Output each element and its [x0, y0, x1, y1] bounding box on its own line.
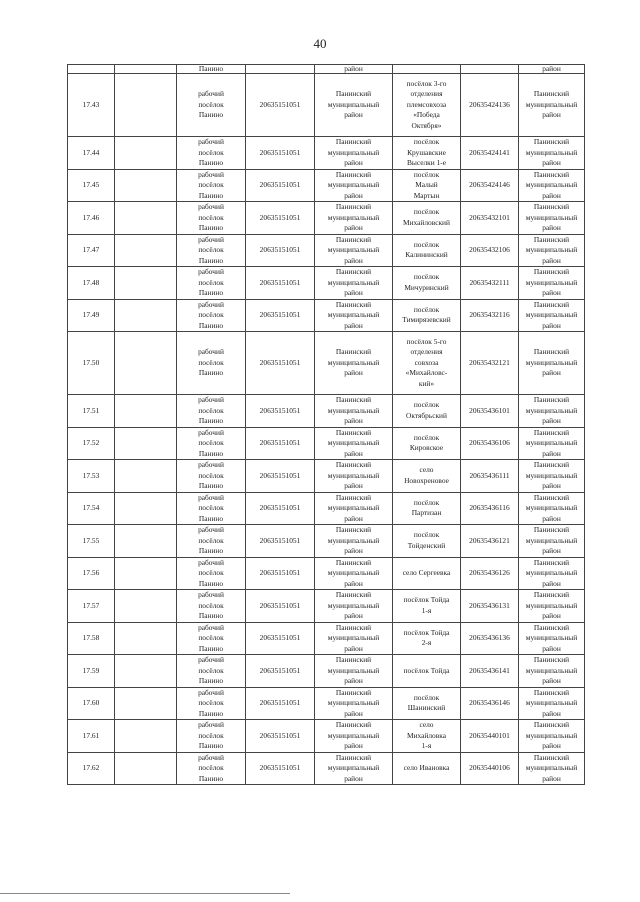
- sub-cell: [115, 427, 177, 460]
- settlement-cell: рабочий посёлок Панино: [177, 622, 246, 655]
- district-cell: Панинский муниципальный район: [315, 525, 393, 558]
- sub-cell: [115, 622, 177, 655]
- table-row: [68, 655, 585, 688]
- locality-code-cell: 20635432106: [461, 234, 519, 267]
- table-row: [68, 720, 585, 753]
- table-row: [68, 687, 585, 720]
- settlement-code-cell: 20635151051: [246, 74, 315, 137]
- locality-district-cell: Панинский муниципальный район: [519, 622, 585, 655]
- table-row: [68, 752, 585, 785]
- locality-cell: посёлок Тойда 1-я: [393, 590, 461, 623]
- settlement-code-cell: 20635151051: [246, 169, 315, 202]
- settlement-cell: рабочий посёлок Панино: [177, 74, 246, 137]
- locality-code-cell: 20635424141: [461, 137, 519, 170]
- table-row: [68, 492, 585, 525]
- locality-cell: посёлок Тойда 2-я: [393, 622, 461, 655]
- district-cell: Панинский муниципальный район: [315, 395, 393, 428]
- header-cell: [246, 65, 315, 74]
- locality-district-cell: Панинский муниципальный район: [519, 202, 585, 235]
- locality-code-cell: 20635436146: [461, 687, 519, 720]
- sub-cell: [115, 720, 177, 753]
- locality-cell: посёлок Шанинский: [393, 687, 461, 720]
- settlement-cell: рабочий посёлок Панино: [177, 169, 246, 202]
- table-row: [68, 590, 585, 623]
- settlement-cell: рабочий посёлок Панино: [177, 752, 246, 785]
- settlement-code-cell: 20635151051: [246, 687, 315, 720]
- table-row: [68, 622, 585, 655]
- row-number-cell: 17.44: [68, 137, 115, 170]
- settlement-code-cell: 20635151051: [246, 332, 315, 395]
- table-row: [68, 169, 585, 202]
- settlement-cell: рабочий посёлок Панино: [177, 299, 246, 332]
- locality-district-cell: Панинский муниципальный район: [519, 74, 585, 137]
- settlement-code-cell: 20635151051: [246, 590, 315, 623]
- locality-cell: посёлок Партизан: [393, 492, 461, 525]
- settlement-code-cell: 20635151051: [246, 525, 315, 558]
- settlement-cell: рабочий посёлок Панино: [177, 202, 246, 235]
- header-cell: Панино: [177, 65, 246, 74]
- locality-code-cell: 20635432121: [461, 332, 519, 395]
- settlement-cell: рабочий посёлок Панино: [177, 460, 246, 493]
- locality-cell: село Новохреновое: [393, 460, 461, 493]
- row-number-cell: 17.57: [68, 590, 115, 623]
- settlements-table: [67, 64, 585, 785]
- settlement-code-cell: 20635151051: [246, 460, 315, 493]
- locality-district-cell: Панинский муниципальный район: [519, 299, 585, 332]
- table-row: [68, 267, 585, 300]
- district-cell: Панинский муниципальный район: [315, 137, 393, 170]
- locality-district-cell: Панинский муниципальный район: [519, 655, 585, 688]
- locality-code-cell: 20635440106: [461, 752, 519, 785]
- row-number-cell: 17.45: [68, 169, 115, 202]
- row-number-cell: 17.60: [68, 687, 115, 720]
- header-cell: район: [519, 65, 585, 74]
- header-cell: [68, 65, 115, 74]
- page-number: 40: [313, 36, 327, 51]
- locality-cell: посёлок Тимирязевский: [393, 299, 461, 332]
- locality-district-cell: Панинский муниципальный район: [519, 169, 585, 202]
- locality-cell: посёлок Мичуринский: [393, 267, 461, 300]
- locality-code-cell: 20635436116: [461, 492, 519, 525]
- locality-district-cell: Панинский муниципальный район: [519, 687, 585, 720]
- row-number-cell: 17.52: [68, 427, 115, 460]
- settlement-cell: рабочий посёлок Панино: [177, 332, 246, 395]
- settlement-cell: рабочий посёлок Панино: [177, 557, 246, 590]
- table-row: [68, 137, 585, 170]
- table-body: [68, 65, 585, 785]
- locality-cell: посёлок Крушавские Выселки 1-е: [393, 137, 461, 170]
- locality-cell: село Сергеевка: [393, 557, 461, 590]
- table-header-row: [68, 65, 585, 74]
- settlement-code-cell: 20635151051: [246, 234, 315, 267]
- settlement-code-cell: 20635151051: [246, 752, 315, 785]
- settlement-code-cell: 20635151051: [246, 395, 315, 428]
- table-row: [68, 427, 585, 460]
- table-row: [68, 299, 585, 332]
- locality-district-cell: Панинский муниципальный район: [519, 234, 585, 267]
- settlement-cell: рабочий посёлок Панино: [177, 395, 246, 428]
- locality-code-cell: 20635424146: [461, 169, 519, 202]
- row-number-cell: 17.48: [68, 267, 115, 300]
- header-cell: район: [315, 65, 393, 74]
- sub-cell: [115, 655, 177, 688]
- locality-code-cell: 20635432101: [461, 202, 519, 235]
- table-row: [68, 234, 585, 267]
- header-cell: [393, 65, 461, 74]
- locality-cell: посёлок 3-го отделения племсовхоза «Победа Октября»: [393, 74, 461, 137]
- settlement-cell: рабочий посёлок Панино: [177, 492, 246, 525]
- row-number-cell: 17.61: [68, 720, 115, 753]
- district-cell: Панинский муниципальный район: [315, 299, 393, 332]
- table-row: [68, 395, 585, 428]
- locality-code-cell: 20635436111: [461, 460, 519, 493]
- row-number-cell: 17.43: [68, 74, 115, 137]
- locality-cell: посёлок Тойда: [393, 655, 461, 688]
- settlement-cell: рабочий посёлок Панино: [177, 427, 246, 460]
- locality-district-cell: Панинский муниципальный район: [519, 427, 585, 460]
- sub-cell: [115, 525, 177, 558]
- row-number-cell: 17.53: [68, 460, 115, 493]
- district-cell: Панинский муниципальный район: [315, 202, 393, 235]
- settlement-code-cell: 20635151051: [246, 622, 315, 655]
- table-row: [68, 557, 585, 590]
- sub-cell: [115, 234, 177, 267]
- locality-cell: посёлок Калининский: [393, 234, 461, 267]
- district-cell: Панинский муниципальный район: [315, 234, 393, 267]
- district-cell: Панинский муниципальный район: [315, 720, 393, 753]
- district-cell: Панинский муниципальный район: [315, 332, 393, 395]
- table-row: [68, 332, 585, 395]
- sub-cell: [115, 492, 177, 525]
- footer-divider: [0, 893, 290, 894]
- row-number-cell: 17.56: [68, 557, 115, 590]
- locality-district-cell: Панинский муниципальный район: [519, 752, 585, 785]
- district-cell: Панинский муниципальный район: [315, 557, 393, 590]
- district-cell: Панинский муниципальный район: [315, 427, 393, 460]
- locality-code-cell: 20635436136: [461, 622, 519, 655]
- sub-cell: [115, 332, 177, 395]
- locality-district-cell: Панинский муниципальный район: [519, 460, 585, 493]
- locality-district-cell: Панинский муниципальный район: [519, 267, 585, 300]
- row-number-cell: 17.51: [68, 395, 115, 428]
- locality-code-cell: 20635436101: [461, 395, 519, 428]
- district-cell: Панинский муниципальный район: [315, 169, 393, 202]
- row-number-cell: 17.62: [68, 752, 115, 785]
- locality-code-cell: 20635432111: [461, 267, 519, 300]
- table-row: [68, 202, 585, 235]
- locality-cell: посёлок Михайловский: [393, 202, 461, 235]
- sub-cell: [115, 267, 177, 300]
- sub-cell: [115, 202, 177, 235]
- settlement-cell: рабочий посёлок Панино: [177, 655, 246, 688]
- table-row: [68, 460, 585, 493]
- locality-district-cell: Панинский муниципальный район: [519, 557, 585, 590]
- settlement-code-cell: 20635151051: [246, 427, 315, 460]
- table-row: [68, 74, 585, 137]
- district-cell: Панинский муниципальный район: [315, 622, 393, 655]
- district-cell: Панинский муниципальный район: [315, 590, 393, 623]
- locality-cell: село Ивановка: [393, 752, 461, 785]
- row-number-cell: 17.46: [68, 202, 115, 235]
- sub-cell: [115, 74, 177, 137]
- row-number-cell: 17.54: [68, 492, 115, 525]
- district-cell: Панинский муниципальный район: [315, 460, 393, 493]
- district-cell: Панинский муниципальный район: [315, 687, 393, 720]
- row-number-cell: 17.58: [68, 622, 115, 655]
- locality-cell: посёлок Малый Мартын: [393, 169, 461, 202]
- locality-code-cell: 20635436106: [461, 427, 519, 460]
- locality-cell: посёлок Октябрьский: [393, 395, 461, 428]
- locality-district-cell: Панинский муниципальный район: [519, 720, 585, 753]
- settlement-code-cell: 20635151051: [246, 720, 315, 753]
- settlement-cell: рабочий посёлок Панино: [177, 525, 246, 558]
- settlement-cell: рабочий посёлок Панино: [177, 234, 246, 267]
- header-cell: [461, 65, 519, 74]
- district-cell: Панинский муниципальный район: [315, 752, 393, 785]
- sub-cell: [115, 395, 177, 428]
- sub-cell: [115, 687, 177, 720]
- district-cell: Панинский муниципальный район: [315, 74, 393, 137]
- settlement-cell: рабочий посёлок Панино: [177, 137, 246, 170]
- sub-cell: [115, 137, 177, 170]
- settlement-code-cell: 20635151051: [246, 655, 315, 688]
- settlement-cell: рабочий посёлок Панино: [177, 590, 246, 623]
- district-cell: Панинский муниципальный район: [315, 492, 393, 525]
- locality-code-cell: 20635440101: [461, 720, 519, 753]
- row-number-cell: 17.47: [68, 234, 115, 267]
- district-cell: Панинский муниципальный район: [315, 655, 393, 688]
- settlement-cell: рабочий посёлок Панино: [177, 267, 246, 300]
- settlement-code-cell: 20635151051: [246, 299, 315, 332]
- locality-code-cell: 20635436141: [461, 655, 519, 688]
- sub-cell: [115, 557, 177, 590]
- header-cell: [115, 65, 177, 74]
- sub-cell: [115, 752, 177, 785]
- locality-district-cell: Панинский муниципальный район: [519, 492, 585, 525]
- row-number-cell: 17.49: [68, 299, 115, 332]
- settlement-code-cell: 20635151051: [246, 557, 315, 590]
- row-number-cell: 17.50: [68, 332, 115, 395]
- locality-code-cell: 20635436131: [461, 590, 519, 623]
- locality-code-cell: 20635436121: [461, 525, 519, 558]
- sub-cell: [115, 460, 177, 493]
- locality-district-cell: Панинский муниципальный район: [519, 332, 585, 395]
- row-number-cell: 17.55: [68, 525, 115, 558]
- settlement-cell: рабочий посёлок Панино: [177, 720, 246, 753]
- locality-code-cell: 20635436126: [461, 557, 519, 590]
- locality-district-cell: Панинский муниципальный район: [519, 395, 585, 428]
- sub-cell: [115, 169, 177, 202]
- settlement-cell: рабочий посёлок Панино: [177, 687, 246, 720]
- district-cell: Панинский муниципальный район: [315, 267, 393, 300]
- settlement-code-cell: 20635151051: [246, 267, 315, 300]
- row-number-cell: 17.59: [68, 655, 115, 688]
- sub-cell: [115, 299, 177, 332]
- settlement-code-cell: 20635151051: [246, 492, 315, 525]
- locality-code-cell: 20635424136: [461, 74, 519, 137]
- locality-district-cell: Панинский муниципальный район: [519, 137, 585, 170]
- locality-cell: посёлок Тойденский: [393, 525, 461, 558]
- table-row: [68, 525, 585, 558]
- locality-district-cell: Панинский муниципальный район: [519, 590, 585, 623]
- settlement-code-cell: 20635151051: [246, 137, 315, 170]
- locality-cell: посёлок Кировское: [393, 427, 461, 460]
- locality-district-cell: Панинский муниципальный район: [519, 525, 585, 558]
- locality-cell: посёлок 5-го отделения совхоза «Михайловс- кий»: [393, 332, 461, 395]
- sub-cell: [115, 590, 177, 623]
- settlement-code-cell: 20635151051: [246, 202, 315, 235]
- locality-code-cell: 20635432116: [461, 299, 519, 332]
- locality-cell: село Михайловка 1-я: [393, 720, 461, 753]
